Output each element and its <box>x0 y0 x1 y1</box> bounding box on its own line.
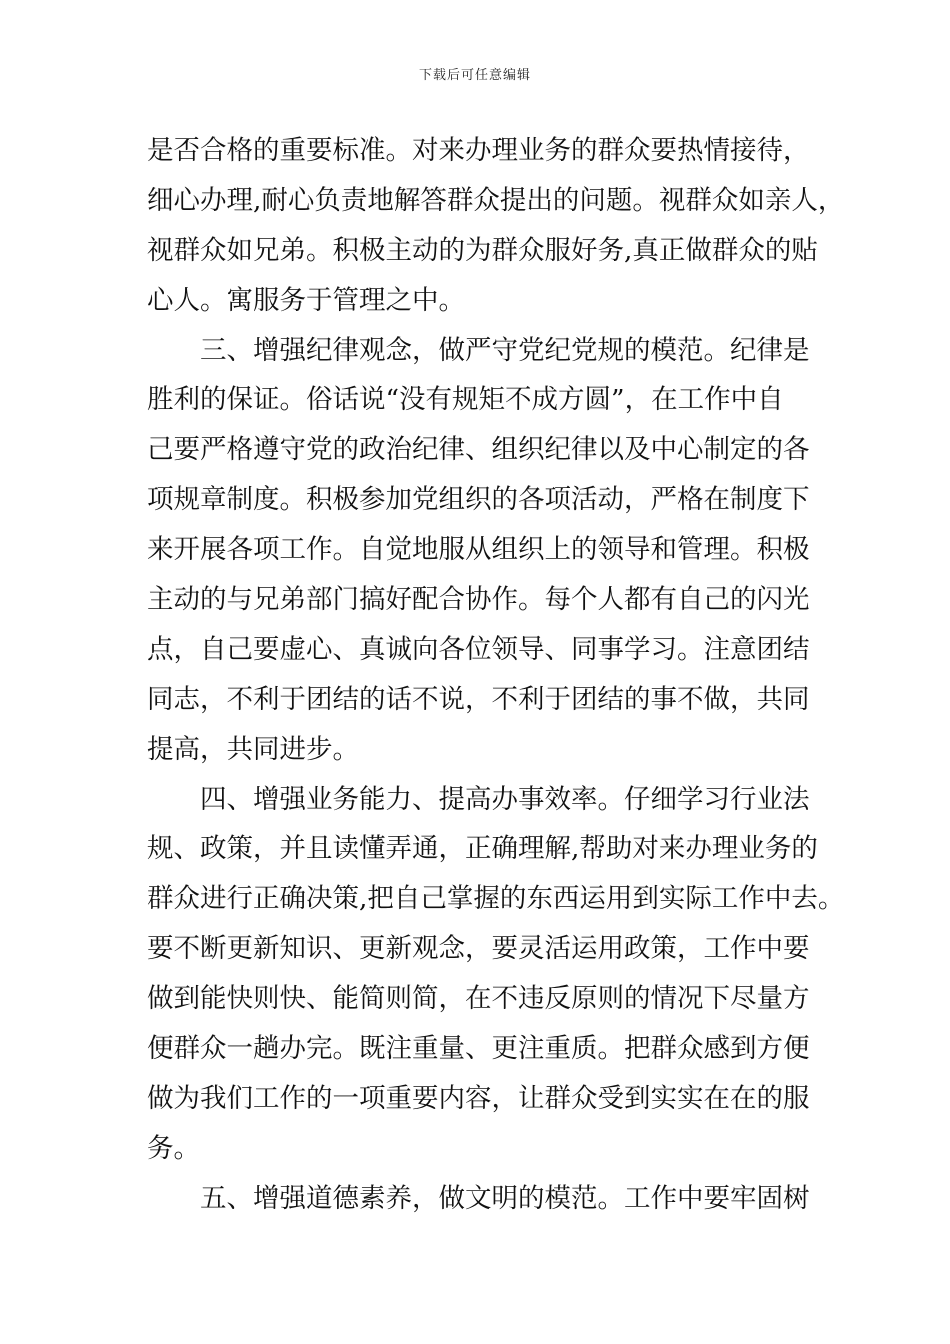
text-line: 是否合格的重要标准。对来办理业务的群众要热情接待， <box>147 135 810 166</box>
text-line: 做为我们工作的一项重要内容，让群众受到实实在在的服 <box>147 1082 810 1114</box>
text-line: 提高，共同进步。 <box>147 733 359 765</box>
text-line: 三、增强纪律观念，做严守党纪党规的模范。纪律是 <box>147 334 810 366</box>
text-line: 做到能快则快、能简则简，在不违反原则的情况下尽量方 <box>147 983 810 1015</box>
text-line: 主动的与兄弟部门搞好配合协作。每个人都有自己的闪光 <box>147 584 810 616</box>
text-line: 同志，不利于团结的话不说，不利于团结的事不做，共同 <box>147 683 810 715</box>
text-line: 点，自己要虚心、真诚向各位领导、同事学习。注意团结 <box>147 633 810 665</box>
text-line: 要不断更新知识、更新观念，要灵活运用政策，工作中要 <box>147 933 810 965</box>
text-line: 群众进行正确决策,把自己掌握的东西运用到实际工作中去。 <box>147 883 845 915</box>
text-line: 己要严格遵守党的政治纪律、组织纪律以及中心制定的各 <box>147 434 810 466</box>
page-header: 下载后可任意编辑 <box>418 68 531 83</box>
text-line: 细心办理,耐心负责地解答群众提出的问题。视群众如亲人， <box>147 184 845 216</box>
text-line: 来开展各项工作。自觉地服从组织上的领导和管理。积极 <box>147 534 810 566</box>
text-line: 项规章制度。积极参加党组织的各项活动，严格在制度下 <box>147 484 810 516</box>
text-line: 务。 <box>147 1132 200 1164</box>
text-line: 五、增强道德素养，做文明的模范。工作中要牢固树 <box>147 1182 810 1214</box>
text-line: 视群众如兄弟。积极主动的为群众服好务,真正做群众的贴 <box>147 234 818 266</box>
document-body <box>147 126 845 1224</box>
text-line: 规、政策，并且读懂弄通，正确理解,帮助对来办理业务的 <box>147 833 818 865</box>
text-line: 四、增强业务能力、提高办事效率。仔细学习行业法 <box>147 783 810 815</box>
text-line: 便群众一趟办完。既注重量、更注重质。把群众感到方便 <box>147 1033 810 1065</box>
text-line: 心人。寓服务于管理之中。 <box>147 284 465 316</box>
text-line: 胜利的保证。俗话说“没有规矩不成方圆”，在工作中自 <box>147 384 784 416</box>
